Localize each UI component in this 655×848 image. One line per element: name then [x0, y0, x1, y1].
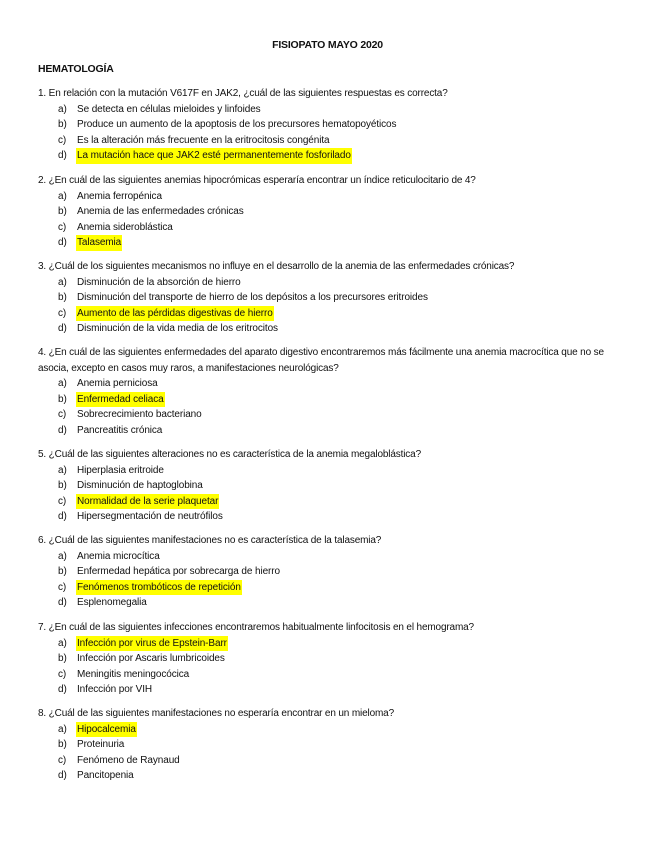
option-text: Enfermedad hepática por sobrecarga de hierro [77, 566, 280, 578]
option-text: Anemia de las enfermedades crónicas [77, 206, 244, 218]
option-letter: a) [58, 637, 67, 649]
option-text: Anemia ferropénica [77, 190, 162, 202]
option-b [38, 204, 623, 220]
option-letter: a) [58, 276, 67, 288]
option-c [38, 220, 623, 236]
option-letter: d) [58, 597, 67, 609]
option-letter: b) [58, 566, 67, 578]
option-letter: a) [58, 723, 67, 735]
option-letter: d) [58, 424, 67, 436]
option-text: Se detecta en células mieloides y linfoides [77, 103, 261, 115]
option-b [38, 392, 623, 408]
option-letter: d) [58, 770, 67, 782]
option-d [38, 509, 623, 525]
option-letter: c) [58, 134, 67, 146]
question-1 [38, 86, 623, 164]
option-letter: d) [58, 684, 67, 696]
option-letter: c) [58, 495, 67, 507]
option-text: La mutación hace que JAK2 esté permanentemente fosforilado [76, 148, 352, 164]
option-c [38, 306, 623, 322]
question-5 [38, 447, 623, 525]
option-b [38, 290, 623, 306]
option-text: Disminución de la absorción de hierro [77, 276, 241, 288]
option-letter: a) [58, 190, 67, 202]
question-text: 8. ¿Cuál de las siguientes manifestaciones no esperaría encontrar en un mieloma? [38, 708, 394, 719]
option-text: Infección por virus de Epstein-Barr [76, 636, 228, 652]
question-3 [38, 259, 623, 337]
question-text: 5. ¿Cuál de las siguientes alteraciones no es característica de la anemia megaloblástica? [38, 449, 421, 460]
option-a [38, 189, 623, 205]
option-a [38, 549, 623, 565]
option-text: Proteinuria [77, 739, 125, 751]
question-7 [38, 620, 623, 698]
option-c [38, 133, 623, 149]
options-list [38, 722, 623, 784]
option-text: Pancitopenia [77, 770, 134, 782]
section-heading: HEMATOLOGÍA [38, 63, 114, 75]
option-text: Anemia sideroblástica [77, 221, 173, 233]
option-b [38, 478, 623, 494]
option-c [38, 580, 623, 596]
option-text: Anemia microcítica [77, 550, 160, 562]
option-letter: b) [58, 739, 67, 751]
option-letter: c) [58, 581, 67, 593]
option-letter: d) [58, 323, 67, 335]
option-c [38, 753, 623, 769]
option-d [38, 423, 623, 439]
question-text: 3. ¿Cuál de los siguientes mecanismos no influye en el desarrollo de la anemia de las enfermedades crónicas? [38, 261, 515, 272]
option-text: Fenómenos trombóticos de repetición [76, 580, 242, 596]
option-letter: a) [58, 550, 67, 562]
question-2 [38, 173, 623, 251]
option-c [38, 407, 623, 423]
option-b [38, 564, 623, 580]
option-a [38, 636, 623, 652]
option-letter: d) [58, 237, 67, 249]
option-c [38, 667, 623, 683]
question-4 [38, 345, 623, 438]
option-letter: c) [58, 754, 67, 766]
question-text: 6. ¿Cuál de las siguientes manifestaciones no es característica de la talasemia? [38, 535, 382, 546]
option-a [38, 463, 623, 479]
option-text: Hipocalcemia [76, 722, 137, 738]
option-b [38, 117, 623, 133]
option-letter: c) [58, 221, 67, 233]
options-list [38, 463, 623, 525]
option-text: Produce un aumento de la apoptosis de los precursores hematopoyéticos [77, 119, 397, 131]
option-text: Aumento de las pérdidas digestivas de hierro [76, 306, 274, 322]
option-letter: b) [58, 653, 67, 665]
option-text: Infección por VIH [77, 684, 153, 696]
option-d [38, 768, 623, 784]
option-d [38, 235, 623, 251]
question-6 [38, 533, 623, 611]
question-8 [38, 706, 623, 784]
option-c [38, 494, 623, 510]
options-list [38, 189, 623, 251]
option-text: Disminución del transporte de hierro de los depósitos a los precursores eritroides [77, 292, 428, 304]
option-d [38, 321, 623, 337]
question-text: 4. ¿En cuál de las siguientes enfermedades del aparato digestivo encontraremos más fácilmente una anemia macrocítica que no se asocia, excepto en casos muy raros, a manifestaciones neurológicas? [38, 347, 604, 374]
option-letter: d) [58, 150, 67, 162]
option-letter: b) [58, 206, 67, 218]
option-text: Infección por Ascaris lumbricoides [77, 653, 225, 665]
option-a [38, 722, 623, 738]
option-text: Es la alteración más frecuente en la eritrocitosis congénita [77, 134, 330, 146]
option-d [38, 595, 623, 611]
option-d [38, 148, 623, 164]
options-list [38, 376, 623, 438]
option-letter: d) [58, 511, 67, 523]
option-text: Disminución de haptoglobina [77, 480, 203, 492]
option-text: Esplenomegalia [77, 597, 147, 609]
option-text: Fenómeno de Raynaud [77, 754, 180, 766]
option-text: Meningitis meningocócica [77, 668, 190, 680]
document-title: FISIOPATO MAYO 2020 [272, 39, 383, 51]
option-letter: b) [58, 480, 67, 492]
options-list [38, 275, 623, 337]
option-b [38, 737, 623, 753]
question-text: 1. En relación con la mutación V617F en JAK2, ¿cuál de las siguientes respuestas es correcta? [38, 88, 448, 99]
question-text: 2. ¿En cuál de las siguientes anemias hipocrómicas esperaría encontrar un índice reticulocitario de 4? [38, 175, 476, 186]
option-a [38, 102, 623, 118]
option-text: Sobrecrecimiento bacteriano [77, 409, 202, 421]
option-text: Pancreatitis crónica [77, 424, 163, 436]
question-text: 7. ¿En cuál de las siguientes infecciones encontraremos habitualmente linfocitosis en el hemograma? [38, 622, 474, 633]
option-text: Enfermedad celiaca [76, 392, 165, 408]
option-letter: b) [58, 393, 67, 405]
option-letter: a) [58, 464, 67, 476]
option-text: Disminución de la vida media de los eritrocitos [77, 323, 278, 335]
option-a [38, 376, 623, 392]
options-list [38, 636, 623, 698]
option-text: Talasemia [76, 235, 122, 251]
option-a [38, 275, 623, 291]
option-letter: b) [58, 292, 67, 304]
option-text: Hipersegmentación de neutrófilos [77, 511, 223, 523]
option-letter: c) [58, 668, 67, 680]
option-text: Hiperplasia eritroide [77, 464, 164, 476]
option-text: Anemia perniciosa [77, 378, 158, 390]
option-letter: b) [58, 119, 67, 131]
option-letter: c) [58, 409, 67, 421]
option-letter: c) [58, 307, 67, 319]
option-letter: a) [58, 378, 67, 390]
option-b [38, 651, 623, 667]
options-list [38, 549, 623, 611]
option-text: Normalidad de la serie plaquetar [76, 494, 219, 510]
option-letter: a) [58, 103, 67, 115]
option-d [38, 682, 623, 698]
options-list [38, 102, 623, 164]
